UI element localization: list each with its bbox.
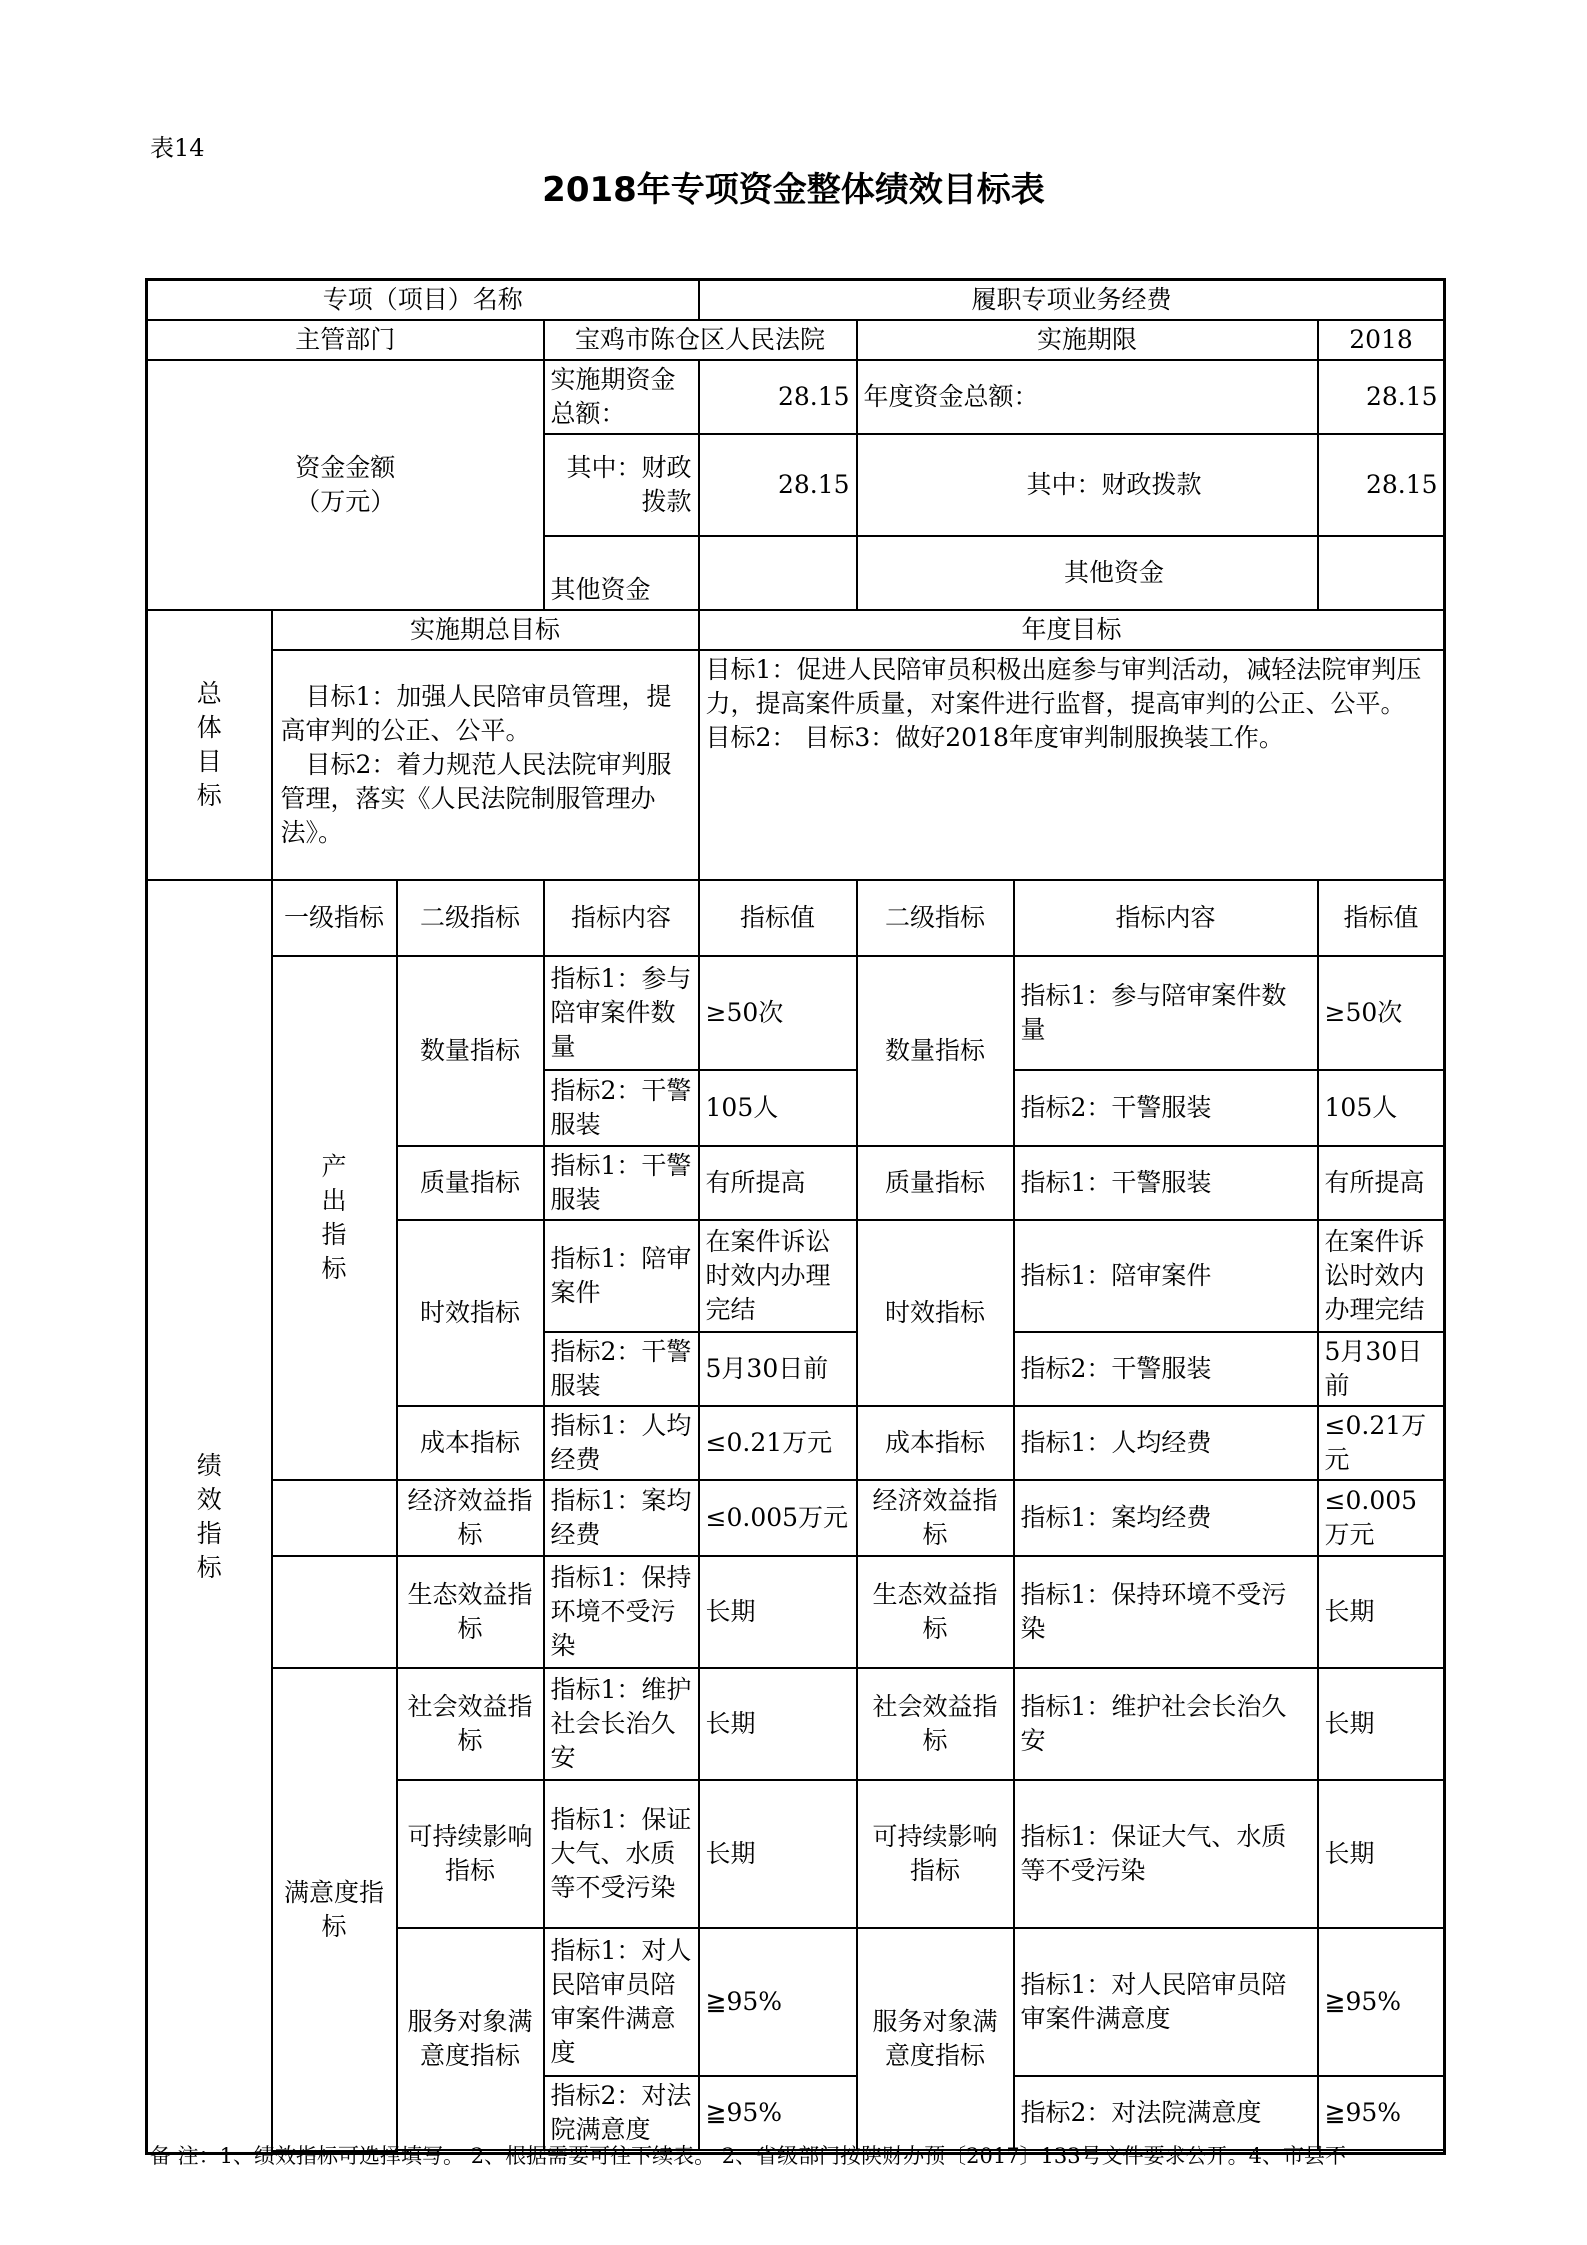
impl-total-label: 实施期资金总额： xyxy=(544,360,699,434)
impl-fiscal-label: 其中：财政拨款 xyxy=(544,434,699,536)
table-cell-value-year: ≤0.21万元 xyxy=(1318,1406,1445,1480)
table-row-timeliness-l2: 时效指标 xyxy=(397,1220,544,1406)
table-cell-value-year: 长期 xyxy=(1318,1668,1445,1780)
table-cell-value: ≧95% xyxy=(699,2076,857,2150)
table-cell-value: 在案件诉讼时效内办理完结 xyxy=(699,1220,857,1332)
table-number-label: 表14 xyxy=(150,134,205,162)
year-total-label: 年度资金总额： xyxy=(857,360,1318,434)
table-row-timeliness-l2-year: 时效指标 xyxy=(857,1220,1014,1406)
table-cell-content: 指标1：保证大气、水质等不受污染 xyxy=(544,1780,699,1928)
table-row-economic-l2: 经济效益指标 xyxy=(397,1480,544,1556)
output-indicator-label: 产出指标 xyxy=(272,956,397,1480)
level1-empty-cell xyxy=(272,1480,397,1556)
table-cell-value-year: 在案件诉讼时效内办理完结 xyxy=(1318,1220,1445,1332)
table-cell-value-year: ≥50次 xyxy=(1318,956,1445,1070)
table-cell-content-year: 指标1：陪审案件 xyxy=(1014,1220,1318,1332)
footnote: 备 注：1、绩效指标可选择填写。 2、根据需要可往下续表。 2、省级部门按陕财办预〔2017〕133号文件要求公开。4、市县不 xyxy=(150,2144,1346,2168)
table-cell-value: ≤0.005万元 xyxy=(699,1480,857,1556)
table-row-cost-l2: 成本指标 xyxy=(397,1406,544,1480)
impl-goal-header: 实施期总目标 xyxy=(272,610,699,650)
table-cell-content: 指标2：对法院满意度 xyxy=(544,2076,699,2150)
table-cell-value: 5月30日前 xyxy=(699,1332,857,1406)
table-row-sustainable-l2: 可持续影响指标 xyxy=(397,1780,544,1928)
period-label: 实施期限 xyxy=(857,320,1318,360)
table-cell-content: 指标1：陪审案件 xyxy=(544,1220,699,1332)
year-goal-header: 年度目标 xyxy=(699,610,1445,650)
table-cell-content-year: 指标2：对法院满意度 xyxy=(1014,2076,1318,2150)
table-row-quantity-l2: 数量指标 xyxy=(397,956,544,1146)
table-cell-content-year: 指标2：干警服装 xyxy=(1014,1070,1318,1146)
table-row-social-l2: 社会效益指标 xyxy=(397,1668,544,1780)
impl-other-value xyxy=(699,536,857,610)
table-row-quality-l2: 质量指标 xyxy=(397,1146,544,1220)
document-title: 2018年专项资金整体绩效目标表 xyxy=(542,170,1045,210)
table-cell-value: 有所提高 xyxy=(699,1146,857,1220)
overall-goal-label: 总体目标 xyxy=(147,610,272,880)
table-row-quality-l2-year: 质量指标 xyxy=(857,1146,1014,1220)
year-other-value xyxy=(1318,536,1445,610)
funds-amount-label: 资金金额 （万元） xyxy=(147,360,544,610)
table-row-cost-l2-year: 成本指标 xyxy=(857,1406,1014,1480)
table-cell-value: ≥50次 xyxy=(699,956,857,1070)
table-cell-content: 指标1：维护社会长治久安 xyxy=(544,1668,699,1780)
table-cell-content-year: 指标1：对人民陪审员陪审案件满意度 xyxy=(1014,1928,1318,2076)
project-name-value: 履职专项业务经费 xyxy=(699,280,1445,321)
table-row-ecological-l2: 生态效益指标 xyxy=(397,1556,544,1668)
table-cell-content: 指标1：参与陪审案件数量 xyxy=(544,956,699,1070)
impl-total-value: 28.15 xyxy=(699,360,857,434)
table-row-sustainable-l2-year: 可持续影响指标 xyxy=(857,1780,1014,1928)
table-cell-value: 长期 xyxy=(699,1668,857,1780)
table-cell-content-year: 指标1：干警服装 xyxy=(1014,1146,1318,1220)
table-row-service-l2-year: 服务对象满意度指标 xyxy=(857,1928,1014,2150)
satisfaction-indicator-label: 满意度指标 xyxy=(272,1668,397,2151)
table-cell-value-year: 5月30日前 xyxy=(1318,1332,1445,1406)
performance-target-table xyxy=(145,278,1446,2155)
col-content-year-header: 指标内容 xyxy=(1014,880,1318,956)
table-row-service-l2: 服务对象满意度指标 xyxy=(397,1928,544,2150)
table-cell-content-year: 指标1：人均经费 xyxy=(1014,1406,1318,1480)
department-label: 主管部门 xyxy=(147,320,544,360)
table-cell-content: 指标1：对人民陪审员陪审案件满意度 xyxy=(544,1928,699,2076)
table-row-quantity-l2-year: 数量指标 xyxy=(857,956,1014,1146)
project-name-label: 专项（项目）名称 xyxy=(147,280,699,321)
col-value-year-header: 指标值 xyxy=(1318,880,1445,956)
table-row-ecological-l2-year: 生态效益指标 xyxy=(857,1556,1014,1668)
table-cell-value-year: 105人 xyxy=(1318,1070,1445,1146)
table-cell-content-year: 指标1：保证大气、水质等不受污染 xyxy=(1014,1780,1318,1928)
table-cell-value: ≧95% xyxy=(699,1928,857,2076)
impl-goal-text: 目标1：加强人民陪审员管理，提高审判的公正、公平。 目标2：着力规范人民法院审判服管理，落实《人民法院制服管理办法》。 xyxy=(272,650,699,880)
table-cell-value-year: 长期 xyxy=(1318,1556,1445,1668)
table-cell-content: 指标2：干警服装 xyxy=(544,1070,699,1146)
table-cell-content: 指标1：保持环境不受污染 xyxy=(544,1556,699,1668)
impl-fiscal-value: 28.15 xyxy=(699,434,857,536)
level1-empty-cell xyxy=(272,1556,397,1668)
performance-indicator-label: 绩效指标 xyxy=(147,880,272,2154)
table-cell-value: 长期 xyxy=(699,1556,857,1668)
table-cell-content: 指标2：干警服装 xyxy=(544,1332,699,1406)
table-cell-value: 长期 xyxy=(699,1780,857,1928)
col-content-header: 指标内容 xyxy=(544,880,699,956)
period-value: 2018 xyxy=(1318,320,1445,360)
department-value: 宝鸡市陈仓区人民法院 xyxy=(544,320,857,360)
table-cell-content: 指标1：案均经费 xyxy=(544,1480,699,1556)
table-cell-value: ≤0.21万元 xyxy=(699,1406,857,1480)
table-cell-content: 指标1：干警服装 xyxy=(544,1146,699,1220)
table-cell-content-year: 指标2：干警服装 xyxy=(1014,1332,1318,1406)
year-goal-text: 目标1：促进人民陪审员积极出庭参与审判活动，减轻法院审判压力，提高案件质量，对案件进行监督，提高审判的公正、公平。 目标2： 目标3：做好2018年度审判制服换装工作。 xyxy=(699,650,1445,880)
col-value-header: 指标值 xyxy=(699,880,857,956)
table-cell-value-year: 有所提高 xyxy=(1318,1146,1445,1220)
table-cell-value: 105人 xyxy=(699,1070,857,1146)
table-row-social-l2-year: 社会效益指标 xyxy=(857,1668,1014,1780)
table-cell-content-year: 指标1：参与陪审案件数量 xyxy=(1014,956,1318,1070)
year-other-label: 其他资金 xyxy=(857,536,1318,610)
table-cell-content: 指标1：人均经费 xyxy=(544,1406,699,1480)
table-cell-value-year: ≤0.005万元 xyxy=(1318,1480,1445,1556)
year-fiscal-label: 其中：财政拨款 xyxy=(857,434,1318,536)
table-cell-value-year: 长期 xyxy=(1318,1780,1445,1928)
col-level2-header: 二级指标 xyxy=(397,880,544,956)
table-cell-value-year: ≧95% xyxy=(1318,2076,1445,2150)
table-cell-content-year: 指标1：保持环境不受污染 xyxy=(1014,1556,1318,1668)
col-level1-header: 一级指标 xyxy=(272,880,397,956)
table-row-economic-l2-year: 经济效益指标 xyxy=(857,1480,1014,1556)
impl-other-label: 其他资金 xyxy=(544,536,699,610)
table-cell-content-year: 指标1：案均经费 xyxy=(1014,1480,1318,1556)
col-level2-year-header: 二级指标 xyxy=(857,880,1014,956)
table-cell-content-year: 指标1：维护社会长治久安 xyxy=(1014,1668,1318,1780)
year-fiscal-value: 28.15 xyxy=(1318,434,1445,536)
year-total-value: 28.15 xyxy=(1318,360,1445,434)
table-cell-value-year: ≧95% xyxy=(1318,1928,1445,2076)
